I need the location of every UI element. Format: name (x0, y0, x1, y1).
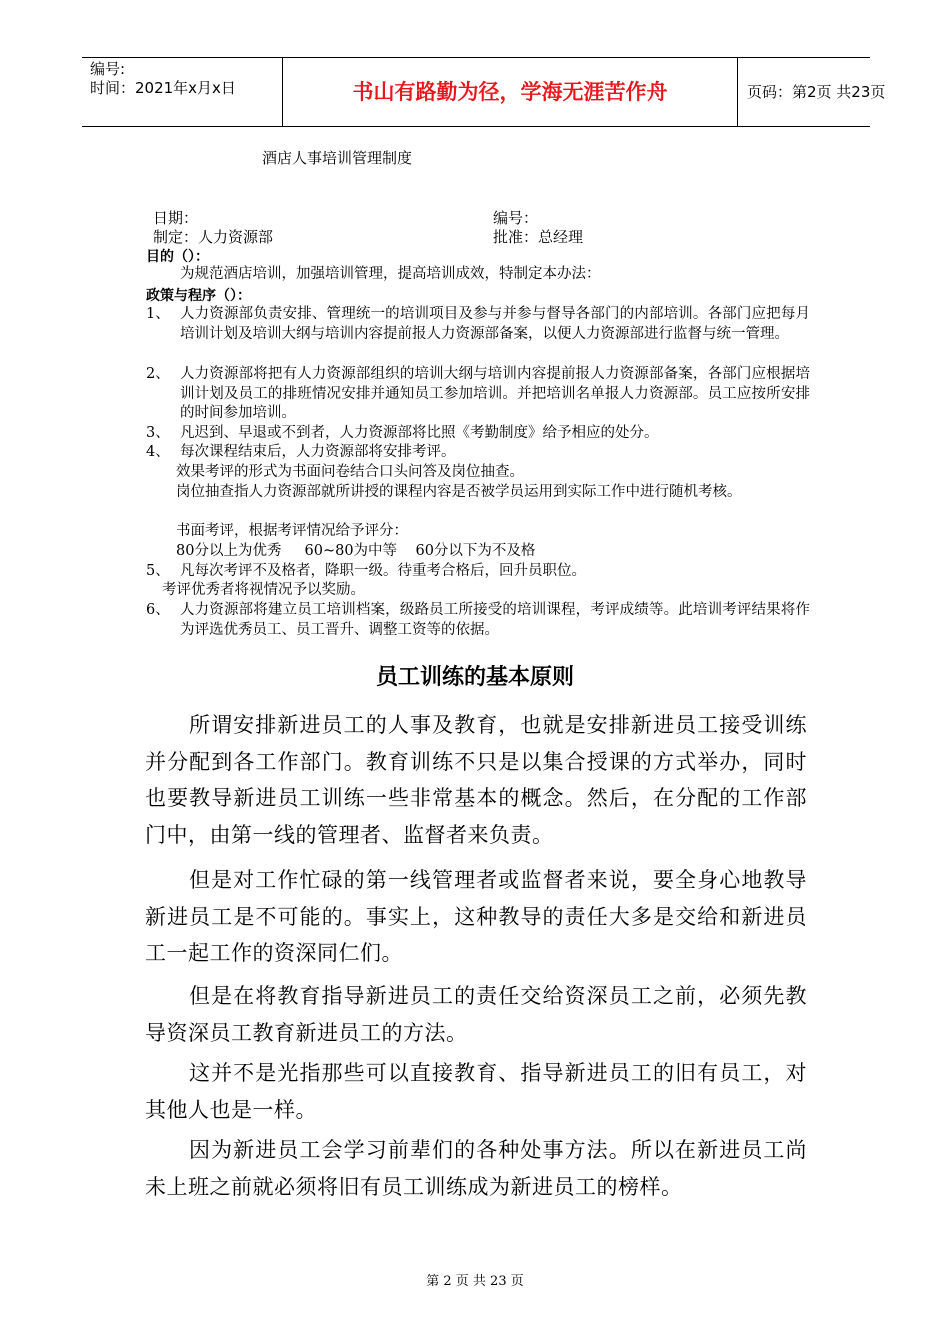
page-footer: 第 2 页 共 23 页 (426, 1274, 524, 1289)
policy-item-number: 4、 (146, 444, 170, 460)
item4-sub-2: 岗位抽查指人力资源部就所讲授的课程内容是否被学员运用到实际工作中进行随机考核。 (176, 484, 742, 500)
policy-item-text: 每次课程结束后，人力资源部将安排考评。 (180, 444, 456, 460)
header-page-info: 页码：第2页 共23页 (747, 83, 886, 101)
header-number-label: 编号: (90, 60, 126, 78)
policy-item-number: 5、 (146, 563, 170, 579)
header-left-cell (82, 58, 282, 126)
policy-item-1 (146, 305, 810, 344)
made-by-label: 制定：人力资源部 (153, 228, 274, 246)
policy-item-3 (146, 424, 810, 444)
section-paragraph: 但是对工作忙碌的第一线管理者或监督者来说，要全身心地教导新进员工是不可能的。事实上，这种教导的责任大多是交给和新进员工一起工作的资深同仁们。 (145, 868, 807, 965)
item4-sub-4: 80分以上为优秀 60~80为中等 60分以下为不及格 (176, 543, 536, 559)
header-time-label: 时间：2021年x月x日 (90, 79, 236, 97)
policy-item-5 (146, 562, 810, 582)
header-motto: 书山有路勤为径，学海无涯苦作舟 (282, 58, 738, 126)
policy-item-text: 人力资源部负责安排、管理统一的培训项目及参与并参与督导各部门的内部培训。各部门应把每月培训计划及培训大纲与培训内容提前报人力资源部备案，以便人力资源部进行监督与统一管理。 (180, 306, 810, 342)
policy-heading: 政策与程序（）： (146, 288, 251, 304)
policy-item-text: 人力资源部将建立员工培训档案，级路员工所接受的培训课程，考评成绩等。此培训考评结果将作为评选优秀员工、员工晋升、调整工资等的依据。 (180, 602, 810, 638)
section-paragraph: 因为新进员工会学习前辈们的各种处事方法。所以在新进员工尚未上班之前就必须将旧有员工训练成为新进员工的榜样。 (145, 1138, 807, 1199)
policy-item-number: 6、 (146, 602, 170, 618)
section-paragraph: 这并不是光指那些可以直接教育、指导新进员工的旧有员工，对其他人也是一样。 (145, 1061, 807, 1122)
policy-item-number: 3、 (146, 425, 170, 441)
page-header (82, 57, 886, 127)
policy-item-text: 人力资源部将把有人力资源部组织的培训大纲与培训内容提前报人力资源部备案，各部门应根据培训计划及员工的排班情况安排并通知员工参加培训。并把培训名单报人力资源部。员工应按所安排的时间参加培训。 (180, 366, 810, 421)
section-paragraph: 所谓安排新进员工的人事及教育，也就是安排新进员工接受训练并分配到各工作部门。教育训练不只是以集合授课的方式举办，同时也要教导新进员工训练一些非常基本的概念。然后，在分配的工作部门中，由第一线的管理者、监督者来负责。 (145, 713, 807, 847)
purpose-heading: 目的（）： (146, 249, 209, 265)
policy-item-2 (146, 365, 810, 424)
approved-by-label: 批准：总经理 (493, 228, 584, 246)
item4-sub-1: 效果考评的形式为书面问卷结合口头问答及岗位抽查。 (176, 464, 524, 480)
policy-item-6 (146, 601, 810, 640)
section-title: 员工训练的基本原则 (375, 665, 574, 690)
item5-sub: 考评优秀者将视情况予以奖励。 (162, 582, 365, 598)
purpose-text: 为规范酒店培训，加强培训管理，提高培训成效，特制定本办法： (180, 266, 601, 282)
policy-item-4 (146, 443, 810, 463)
date-label: 日期： (153, 209, 199, 227)
number-label: 编号： (493, 209, 539, 227)
policy-item-number: 2、 (146, 366, 170, 382)
policy-item-text: 凡每次考评不及格者，降职一级。待重考合格后，回升员职位。 (180, 563, 586, 579)
item4-sub-2-wrap (176, 483, 810, 503)
item4-sub-3: 书面考评，根据考评情况给予评分： (176, 523, 408, 539)
policy-item-number: 1、 (146, 306, 170, 322)
document-title: 酒店人事培训管理制度 (262, 149, 413, 167)
policy-item-text: 凡迟到、早退或不到者，人力资源部将比照《考勤制度》给予相应的处分。 (180, 425, 659, 441)
section-paragraph: 但是在将教育指导新进员工的责任交给资深员工之前，必须先教导资深员工教育新进员工的方法。 (145, 984, 807, 1045)
